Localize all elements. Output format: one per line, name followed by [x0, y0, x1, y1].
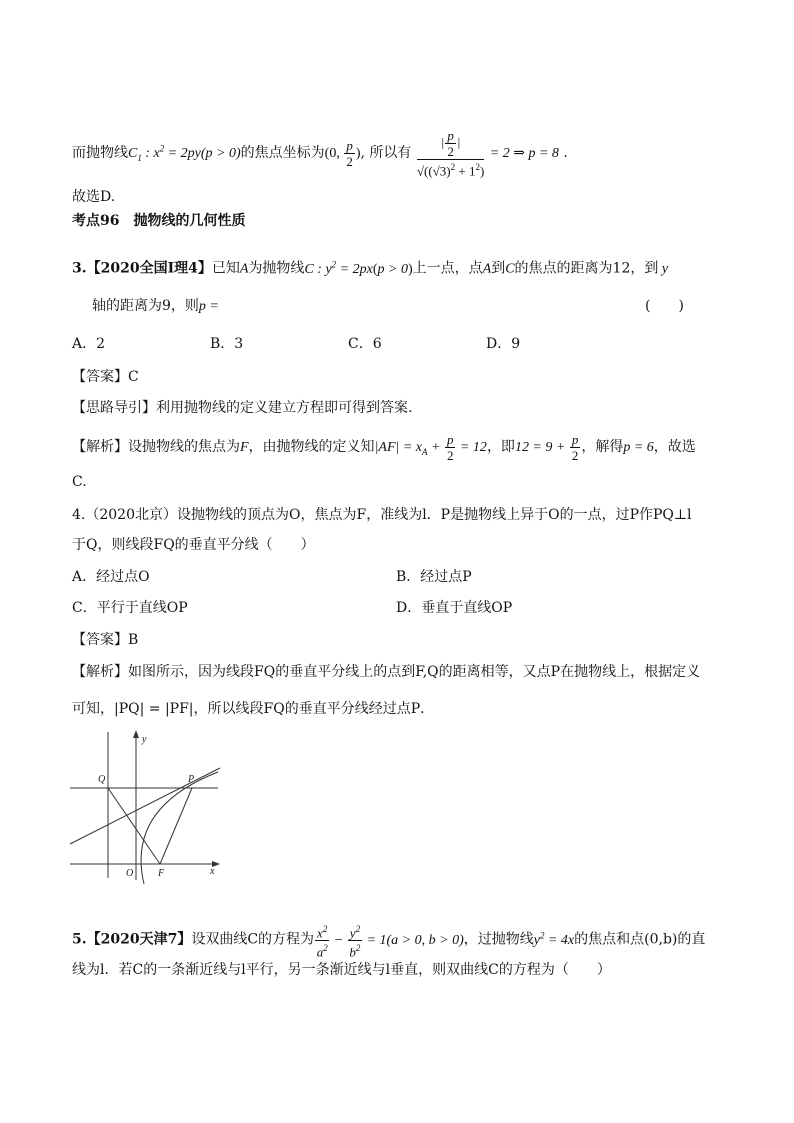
q4-analysis2: 可知，|PQ| = |PF|，所以线段FQ的垂直平分线经过点P． [72, 701, 435, 717]
label-p: P [188, 774, 195, 785]
q3-af-eq: $|AF| = x_A$ + $\frac{p}{2}$ = 12 [374, 432, 487, 464]
q3-eq2: 12 = 9 + $\frac{p}{2}$ [514, 432, 579, 464]
q3-p-eq: p = [198, 299, 219, 314]
q3-option-c[interactable]: C．6 [348, 336, 382, 352]
parabola-figure [68, 728, 228, 884]
q5-line1 [72, 920, 705, 959]
q5-line2: 线为l．若C的一条渐近线与l平行，另一条渐近线与l垂直，则双曲线C的方程为（ ） [72, 962, 611, 978]
q3-line2 [92, 296, 219, 317]
q4-line2: 于Q，则线段FQ的垂直平分线（ ） [72, 537, 315, 553]
q3-text5: 的焦点的距离为12，到 [514, 260, 659, 277]
q3-point-a: A [239, 261, 249, 277]
q3-analysis-end: C. [72, 474, 87, 490]
qf-segment [108, 788, 160, 864]
q5-hyperbola-eq: $\frac{x^2}{a^2}$ − $\frac{y^2}{b^2}$ = 1(a > 0, b > 0) [316, 923, 464, 960]
q4-line1 [72, 505, 692, 525]
q4-option-c[interactable]: C．平行于直线OP [72, 600, 188, 616]
q3-analysis3: ，即 [486, 439, 515, 455]
q4-analysis1: 【解析】如图所示，因为线段FQ的垂直平分线上的点到F,Q的距离相等，又点P在抛物线上，根据定义 [72, 664, 701, 680]
cont-equation: : $x^2 = 2py(p > 0)$ [141, 143, 241, 162]
q3-hint: 【思路导引】利用抛物线的定义建立方程即可得到答案. [72, 400, 413, 416]
q3-text3: 上一点，点 [412, 260, 483, 277]
distance-fraction: | $\frac{p}{2}$ | $√((√3)^2 + 1^2)$ [416, 128, 485, 179]
q3-option-b[interactable]: B．3 [210, 336, 244, 352]
q3-option-a[interactable]: A．2 [72, 336, 106, 352]
q3-p6: p = 6 [623, 440, 654, 455]
q5-line1b: ，过抛物线 [463, 931, 534, 948]
label-x: x [210, 866, 215, 877]
q3-text1: 已知 [211, 260, 240, 277]
q5-tag: 5.【2020天津7】 [72, 931, 192, 948]
q3-text2: 为抛物线 [248, 260, 305, 277]
q4-option-d[interactable]: D．垂直于直线OP [396, 600, 513, 616]
y-axis-arrow [133, 730, 139, 738]
q3-analysis5: ，故选 [653, 439, 696, 455]
q3-line2-text: 轴的距离为9，则 [92, 298, 199, 314]
q3-tag: 3.【2020全国Ⅰ理4】 [72, 260, 212, 277]
q3-analysis1: 【解析】设抛物线的焦点为 [72, 439, 240, 455]
q3-analysis4: ，解得 [581, 439, 624, 455]
q4-tag: 4.（2020北京） [72, 507, 177, 523]
q5-line1c: 的焦点和点(0,b)的直 [574, 931, 706, 948]
q5-line1a: 设双曲线C的方程为 [191, 931, 315, 948]
q3-equation: C : $y^2 = 2px(p > 0)$ [304, 259, 413, 277]
bisector-line [70, 768, 220, 844]
label-y: y [142, 734, 147, 745]
prev-answer: 故选D. [72, 189, 116, 205]
q3-point-a2: A [482, 261, 492, 277]
q4-option-a[interactable]: A．经过点O [72, 569, 150, 585]
continuation-line [72, 128, 568, 178]
focus-coord: (0, $\frac{p}{2}$ ) [324, 138, 361, 170]
label-q: Q [98, 774, 106, 785]
cont-focus-text: 的焦点坐标为 [240, 145, 325, 162]
q3-f: F [240, 440, 249, 455]
q5-parabola-eq: $y^2 = 4x$ [533, 930, 575, 948]
q3-text4: 到 [491, 260, 506, 277]
q3-line1 [72, 254, 668, 280]
section-title: 考点96 抛物线的几何性质 [72, 213, 246, 229]
q3-option-d[interactable]: D．9 [486, 336, 521, 352]
cont-intro: 而抛物线 [72, 145, 128, 162]
cont-end: . [563, 145, 568, 162]
cont-result: = 2 ⇒ p = 8 [489, 146, 559, 162]
label-f: F [158, 868, 165, 879]
q3-analysis [72, 432, 696, 467]
cont-curve: $C_1$ [128, 146, 142, 163]
cont-suffix: , 所以有 [360, 145, 412, 162]
q4-line1-text: 设抛物线的顶点为O，焦点为F，准线为l．P是抛物线上异于O的一点，过P作PQ⊥l [177, 507, 692, 523]
q3-bracket: ( ) [645, 298, 684, 314]
label-o: O [126, 868, 134, 879]
pf-segment [160, 788, 192, 864]
q4-answer: 【答案】B [72, 632, 139, 648]
q3-y: y [658, 261, 669, 277]
q3-analysis2: ，由抛物线的定义知 [248, 439, 375, 455]
q3-answer: 【答案】C [72, 369, 139, 385]
q4-option-b[interactable]: B．经过点P [396, 569, 472, 585]
q3-curve-c: C [505, 261, 515, 277]
